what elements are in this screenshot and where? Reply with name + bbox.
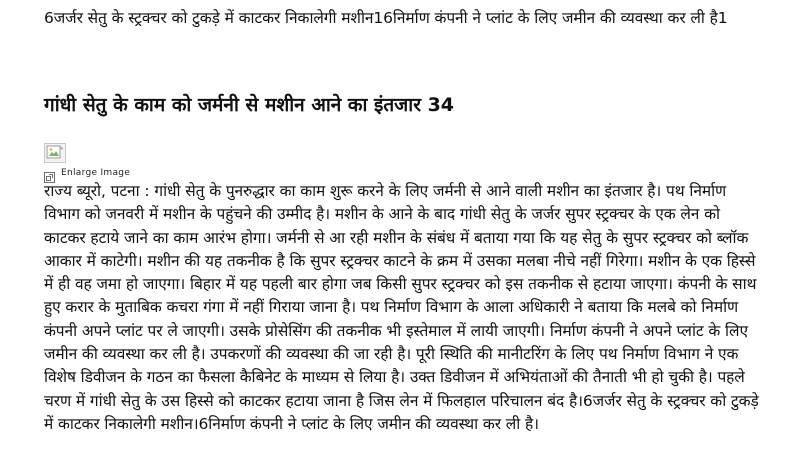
article-image-placeholder[interactable]	[44, 143, 66, 163]
enlarge-image-label: Enlarge Image	[61, 168, 131, 178]
article-summary-snippet: 6जर्जर सेतु के स्ट्रक्चर को टुकड़े में काटकर निकालेगी मशीन16निर्माण कंपनी ने प्लांट के लिए जमीन की व्यवस्था कर ली है1	[44, 9, 728, 27]
article-body: राज्य ब्यूरो, पटना : गांधी सेतु के पुनरुद्धार का काम शुरू करने के लिए जर्मनी से आने वाली मशीन का इंतजार है। पथ निर्माण विभाग को जनवरी में मशीन के पहुंचने की उम्मीद है। मशीन के आने के बाद गांधी सेतु के जर्जर सुपर स्ट्रक्चर के एक लेन को काटकर हटाये जाने का काम आरंभ होगा। जर्मनी से आ रही मशीन के संबंध में बताया गया कि यह सेतु के सुपर स्ट्रक्चर को ब्लॉक आकार में काटेगी। मशीन की यह तकनीक है कि सुपर स्ट्रक्चर काटने के क्रम में उसका मलबा नीचे नहीं गिरेगा। मशीन के एक हिस्से में ही वह जमा हो जाएगा। बिहार में यह पहली बार होगा जब किसी सुपर स्ट्रक्चर को इस तकनीक से हटाया जाएगा। कंपनी के साथ हुए करार के मुताबिक कचरा गंगा में नहीं गिराया जाना है। पथ निर्माण विभाग के आला अधिकारी ने बताया कि मलबे को निर्माण कंपनी अपने प्लांट पर ले जाएगी। उसके प्रोसेसिंग की तकनीक भी इस्तेमाल में लायी जाएगी। निर्माण कंपनी ने अपने प्लांट के लिए जमीन की व्यवस्था कर ली है। उपकरणों की व्यवस्था की जा रही है। पूरी स्थिति की मानीटरिंग के लिए पथ निर्माण विभाग ने एक विशेष डिवीजन के गठन का फैसला कैबिनेट के माध्यम से लिया है। उक्त डिवीजन में अभियंताओं की तैनाती भी हो चुकी है। पहले चरण में गांधी सेतु के उस हिस्से को काटकर हटाया जाना है जिस लेन में फिलहाल परिचालन बंद है।6जर्जर सेतु के स्ट्रक्चर को टुकड़े में काटकर निकालेगी मशीन।6निर्माण कंपनी ने प्लांट के लिए जमीन की व्यवस्था कर ली है।	[44, 182, 759, 433]
article-headline: गांधी सेतु के काम को जर्मनी से मशीन आने का इंतजार 34	[44, 94, 455, 116]
broken-image-icon	[45, 144, 65, 162]
enlarge-image-link[interactable]	[44, 166, 130, 180]
enlarge-icon	[44, 168, 55, 179]
